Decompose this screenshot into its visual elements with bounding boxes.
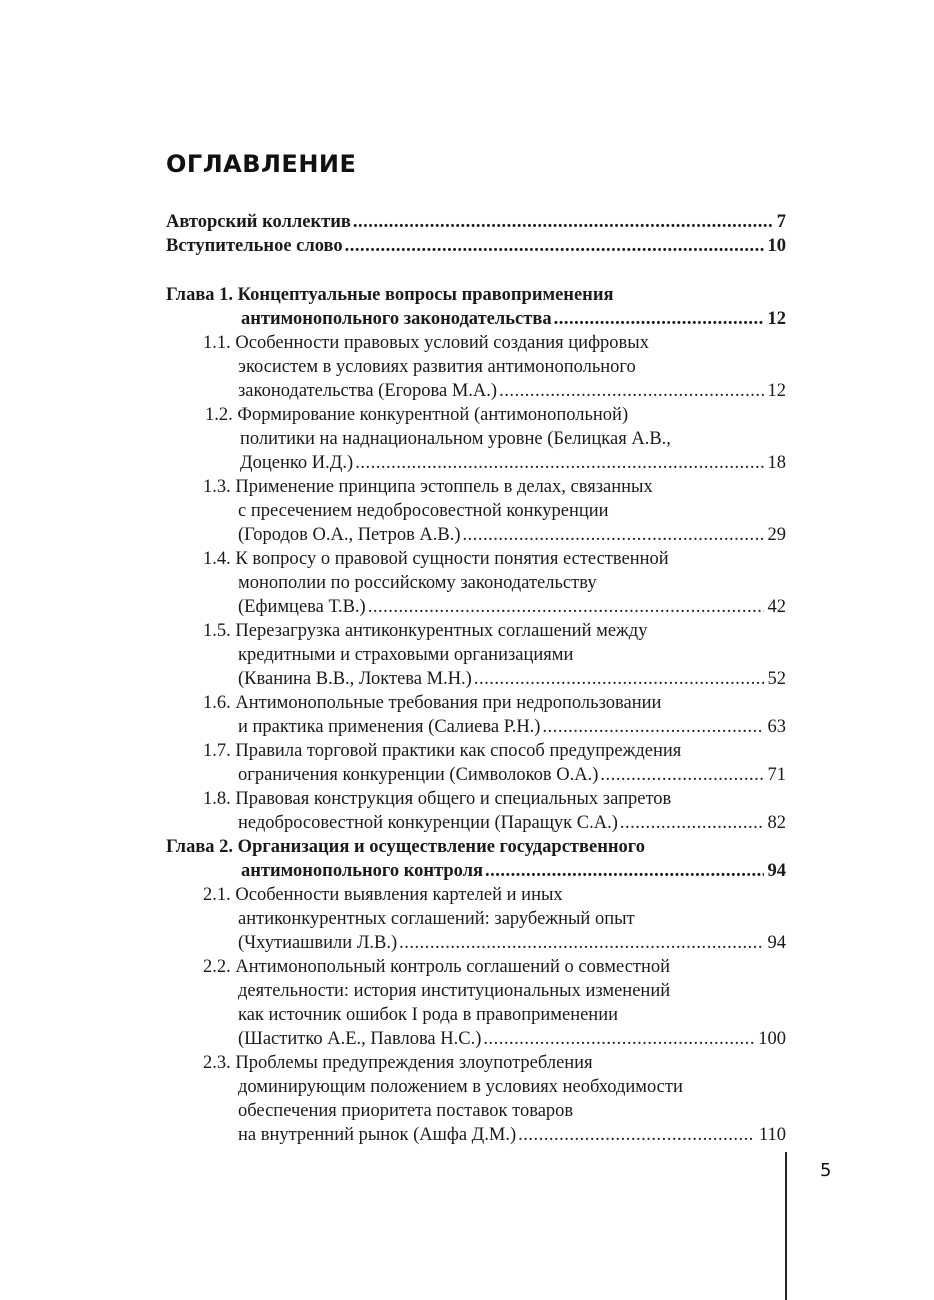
toc-section-entry[interactable] [203,475,786,499]
toc-section-entry[interactable] [203,739,786,763]
toc-page-number: 63 [767,717,786,737]
toc-entry-text: антиконкурентных соглашений: зарубежный опыт [238,909,635,929]
toc-page-number: 29 [767,525,786,545]
toc-entry-text: 1.5. Перезагрузка антиконкурентных соглашений между [203,621,648,641]
toc-entry-text: антимонопольного законодательства [241,309,552,329]
toc-entry-text: деятельности: история институциональных изменений [238,981,671,1001]
toc-section-entry[interactable] [203,787,786,811]
toc-entry-text: антимонопольного контроля [241,861,484,881]
toc-section-entry-cont[interactable] [238,1003,786,1027]
toc-section-entry[interactable] [203,883,786,907]
toc-entry-text: (Городов О.А., Петров А.В.) [238,525,461,545]
toc-section-entry-cont[interactable] [238,979,786,1003]
page-number: 5 [820,1160,832,1181]
leader-dots [399,931,763,955]
toc-entry-text: 1.1. Особенности правовых условий создания цифровых [203,333,649,353]
toc-page-number: 82 [767,813,786,833]
toc-entry-text: 1.4. К вопросу о правовой сущности понятия естественной [203,549,669,569]
toc-chapter-heading[interactable] [166,283,786,307]
toc-section-entry-cont[interactable] [238,595,786,619]
toc-entry-text: монополии по российскому законодательству [238,573,597,593]
toc-page-number: 18 [767,453,786,473]
toc-page-number: 100 [758,1029,786,1049]
toc-section-entry-cont[interactable] [238,571,786,595]
toc-section-entry-cont[interactable] [238,907,786,931]
leader-dots [600,763,763,787]
toc-section-entry[interactable] [203,1051,786,1075]
toc-section-entry[interactable] [203,331,786,355]
toc-entry-text: 1.8. Правовая конструкция общего и специальных запретов [203,789,672,809]
toc-entry-text: Авторский коллектив [166,212,351,232]
toc-entry-text: доминирующим положением в условиях необходимости [238,1077,683,1097]
toc-section-entry-cont[interactable] [238,379,786,403]
toc-section-entry-cont[interactable] [238,1027,786,1051]
leader-dots [463,523,764,547]
leader-dots [345,234,764,258]
toc-entry-text: (Шаститко А.Е., Павлова Н.С.) [238,1029,482,1049]
toc-section-entry-cont[interactable] [238,667,786,691]
toc-entry-text: Вступительное слово [166,236,343,256]
leader-dots [620,811,764,835]
margin-rule [785,1152,787,1300]
toc-section-entry[interactable] [203,619,786,643]
toc-page-number: 110 [758,1125,786,1145]
leader-dots [542,715,763,739]
toc-section-entry-cont[interactable] [238,355,786,379]
leader-dots [353,210,773,234]
toc-entry-text: Глава 1. Концептуальные вопросы правоприменения [166,285,614,305]
toc-section-entry[interactable] [205,403,786,427]
toc-section-entry[interactable] [203,547,786,571]
leader-dots [355,451,763,475]
toc-section-entry-cont[interactable] [240,451,786,475]
toc-entry-text: (Кванина В.В., Локтева М.Н.) [238,669,472,689]
toc-page-number: 12 [767,309,786,329]
toc-page-number: 71 [767,765,786,785]
toc-section-entry-cont[interactable] [238,1075,786,1099]
toc-entry-text: как источник ошибок I рода в правоприменении [238,1005,619,1025]
toc-entry-text: 2.3. Проблемы предупреждения злоупотребления [203,1053,593,1073]
toc-entry-text: 2.2. Антимонопольный контроль соглашений о совместной [203,957,671,977]
toc-section-entry-cont[interactable] [238,499,786,523]
toc-entry-text: (Чхутиашвили Л.В.) [238,933,398,953]
toc-entry-text: на внутренний рынок (Ашфа Д.М.) [238,1125,517,1145]
toc-entry-text: обеспечения приоритета поставок товаров [238,1101,574,1121]
toc-chapter-heading[interactable] [166,835,786,859]
toc-entry-text: законодательства (Егорова М.А.) [238,381,498,401]
toc-entry-text: 1.2. Формирование конкурентной (антимонопольной) [205,405,629,425]
toc-entry-text: (Ефимцева Т.В.) [238,597,366,617]
toc-section-entry-cont[interactable] [238,1123,786,1147]
leader-dots [474,667,764,691]
leader-dots [518,1123,755,1147]
leader-dots [499,379,763,403]
leader-dots [485,859,763,883]
toc-entry-text: ограничения конкуренции (Символоков О.А.) [238,765,599,785]
toc-chapter-heading-cont[interactable] [241,307,786,331]
toc-entry-text: кредитными и страховыми организациями [238,645,574,665]
toc-page-number: 94 [767,861,786,881]
toc-entry-text: 1.7. Правила торговой практики как способ предупреждения [203,741,682,761]
toc-entry-text: 1.6. Антимонопольные требования при недропользовании [203,693,662,713]
leader-dots [483,1027,754,1051]
toc-entry-text: экосистем в условиях развития антимонопольного [238,357,636,377]
leader-dots [554,307,764,331]
toc-entry-text: 2.1. Особенности выявления картелей и иных [203,885,563,905]
toc-entry-text: недобросовестной конкуренции (Паращук С.А.) [238,813,618,833]
toc-entry-text: с пресечением недобросовестной конкуренции [238,501,609,521]
toc-section-entry-cont[interactable] [238,931,786,955]
toc-page-number: 7 [776,212,786,232]
toc-section-entry[interactable] [203,691,786,715]
toc-entry-text: Глава 2. Организация и осуществление государственного [166,837,645,857]
toc-entry-text: и практика применения (Салиева Р.Н.) [238,717,541,737]
toc-page-number: 52 [767,669,786,689]
toc-front-matter-entry[interactable] [166,210,786,234]
toc-page-number: 10 [767,236,786,256]
toc-entry-text: Доценко И.Д.) [240,453,354,473]
toc-section-entry[interactable] [203,955,786,979]
toc-section-entry-cont[interactable] [238,523,786,547]
toc-section-entry-cont[interactable] [238,763,786,787]
toc-front-matter-entry[interactable] [166,234,786,258]
toc-chapter-heading-cont[interactable] [241,859,786,883]
toc-page-number: 94 [767,933,786,953]
toc-entry-text: 1.3. Применение принципа эстоппель в делах, связанных [203,477,653,497]
toc-page-number: 12 [767,381,786,401]
toc-section-entry-cont[interactable] [238,811,786,835]
toc-section-entry-cont[interactable] [238,715,786,739]
toc-section-entry-cont[interactable] [238,1099,786,1123]
toc-section-entry-cont[interactable] [238,643,786,667]
leader-dots [368,595,764,619]
page-title: ОГЛАВЛЕНИЕ [166,150,357,178]
toc-entry-text: политики на наднациональном уровне (Белицкая А.В., [240,429,671,449]
toc-page-number: 42 [767,597,786,617]
toc-section-entry-cont[interactable] [240,427,786,451]
